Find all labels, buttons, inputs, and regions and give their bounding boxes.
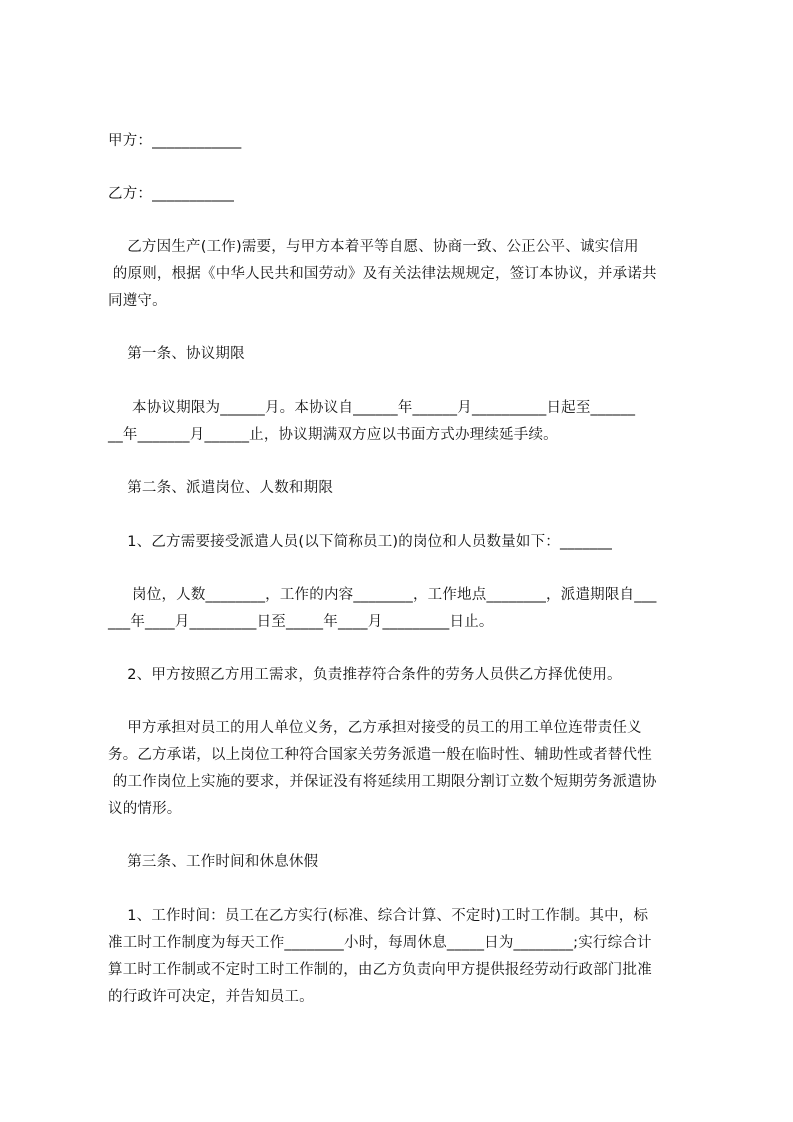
intro-line-2: 的原则，根据《中华人民共和国劳动》及有关法律法规规定，签订本协议，并承诺共: [108, 266, 657, 282]
article-2-item-2: 2、甲方按照乙方用工需求，负责推荐符合条件的劳务人员供乙方择优使用。: [108, 667, 622, 683]
party-b-line: 乙方：___________: [108, 186, 235, 202]
article-3-item-1-line-3: 算工时工作制或不定时工时工作制的，由乙方负责向甲方提供报经劳动行政部门批准: [108, 962, 652, 978]
intro-line-1: 乙方因生产(工作)需要，与甲方本着平等自愿、协商一致、公正公平、诚实信用: [108, 239, 639, 255]
article-3-item-1-line-2: 准工时工作制度为每天工作________小时，每周休息_____日为________;实行综合计: [108, 935, 652, 951]
article-2-para-line-2: 务。乙方承诺，以上岗位工种符合国家关劳务派遣一般在临时性、辅助性或者替代性: [108, 747, 652, 763]
intro-line-3: 同遵守。: [108, 293, 167, 309]
party-a-line: 甲方：____________: [108, 133, 242, 149]
article-2-item-1: 1、乙方需要接受派遣人员(以下简称员工)的岗位和人员数量如下：_______: [108, 534, 613, 550]
article-1-line-1: 本协议期限为______月。本协议自______年______月__________日起至______: [108, 400, 636, 416]
article-2-title: 第二条、派遣岗位、人数和期限: [108, 480, 334, 496]
article-2-item-1-detail-1: 岗位，人数________，工作的内容________，工作地点________，派遣期限自___: [108, 587, 657, 603]
article-2-para-line-4: 议的情形。: [108, 801, 182, 817]
article-3-title: 第三条、工作时间和休息休假: [108, 854, 319, 870]
article-2-item-1-detail-2: ___年____月_________日至_____年____月_________日止。: [108, 614, 494, 630]
article-1-line-2: __年_______月______止，协议期满双方应以书面方式办理续延手续。: [108, 427, 558, 443]
article-3-item-1-line-4: 的行政许可决定，并告知员工。: [108, 989, 314, 1005]
article-2-para-line-1: 甲方承担对员工的用人单位义务，乙方承担对接受的员工的用工单位连带责任义: [108, 720, 642, 736]
article-2-para-line-3: 的工作岗位上实施的要求，并保证没有将延续用工期限分割订立数个短期劳务派遣协: [108, 774, 657, 790]
article-3-item-1-line-1: 1、工作时间：员工在乙方实行(标准、综合计算、不定时)工时工作制。其中，标: [108, 908, 649, 924]
article-1-title: 第一条、协议期限: [108, 346, 245, 362]
